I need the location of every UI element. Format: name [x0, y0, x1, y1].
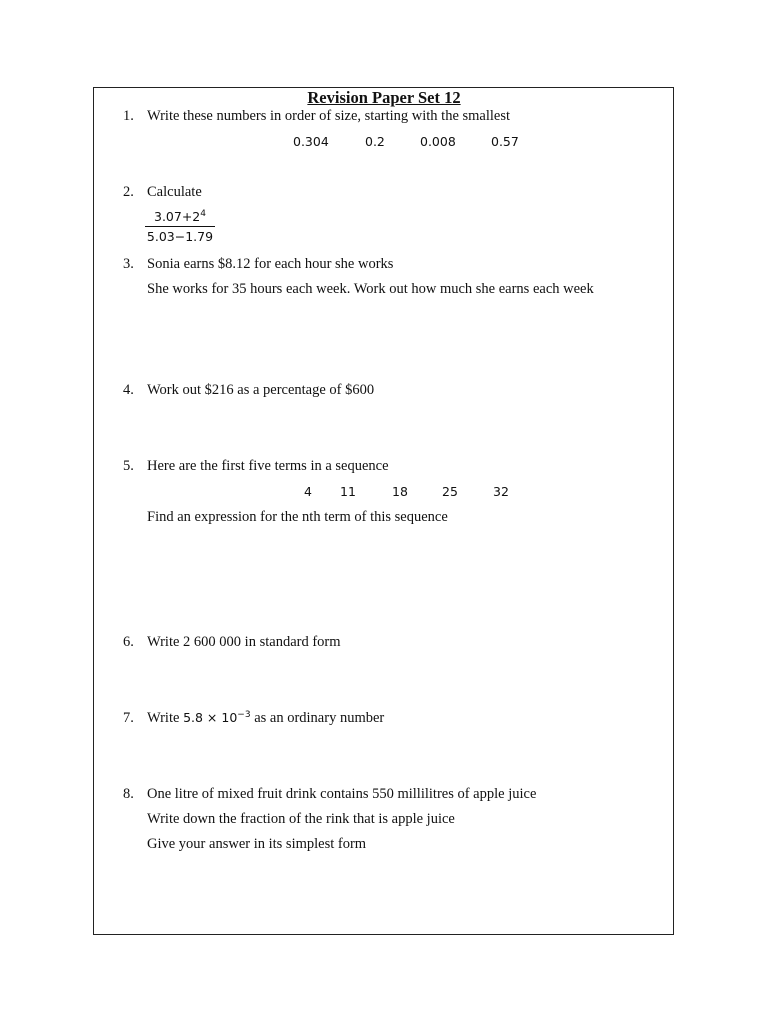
q1-value: 0.2: [365, 134, 385, 149]
question-3-number: 3.: [123, 256, 134, 272]
q1-value: 0.008: [420, 134, 456, 149]
question-8-line-2: Write down the fraction of the rink that is apple juice: [147, 811, 455, 827]
page-title: Revision Paper Set 12: [307, 88, 461, 107]
question-6-text: Write 2 600 000 in standard form: [147, 634, 341, 650]
q1-value: 0.304: [293, 134, 329, 149]
q5-term: 11: [340, 484, 356, 499]
q5-term: 25: [442, 484, 458, 499]
question-7-number: 7.: [123, 710, 134, 726]
question-1-number: 1.: [123, 108, 134, 124]
q5-term: 32: [493, 484, 509, 499]
question-6-number: 6.: [123, 634, 134, 650]
q7-suffix: as an ordinary number: [254, 710, 385, 726]
q5-term: 4: [304, 484, 312, 499]
q2-denominator: 5.03−1.79: [146, 229, 214, 244]
question-5-line-1: Here are the first five terms in a sequence: [147, 458, 389, 474]
question-5-number: 5.: [123, 458, 134, 474]
question-8-line-1: One litre of mixed fruit drink contains 550 millilitres of apple juice: [147, 786, 537, 802]
question-8-line-3: Give your answer in its simplest form: [147, 836, 367, 852]
q1-value: 0.57: [491, 134, 519, 149]
question-7-text: [147, 710, 384, 727]
q7-prefix: Write: [147, 710, 180, 726]
q2-numerator: $3.07+2^4$: [154, 209, 206, 224]
question-3-line-1: Sonia earns $8.12 for each hour she works: [147, 256, 394, 272]
question-4-text: Work out $216 as a percentage of $600: [147, 382, 375, 398]
q7-math: $5.8 \times 10^{-3}$: [183, 710, 251, 725]
question-5-line-2: Find an expression for the nth term of this sequence: [147, 509, 448, 525]
question-8-number: 8.: [123, 786, 134, 802]
question-3-line-2: She works for 35 hours each week. Work out how much she earns each week: [147, 281, 594, 297]
question-2-text: Calculate: [147, 184, 202, 200]
question-4-number: 4.: [123, 382, 134, 398]
question-2-number: 2.: [123, 184, 134, 200]
question-1-text: Write these numbers in order of size, starting with the smallest: [147, 108, 511, 124]
q5-term: 18: [392, 484, 408, 499]
q2-fraction: [145, 209, 215, 244]
